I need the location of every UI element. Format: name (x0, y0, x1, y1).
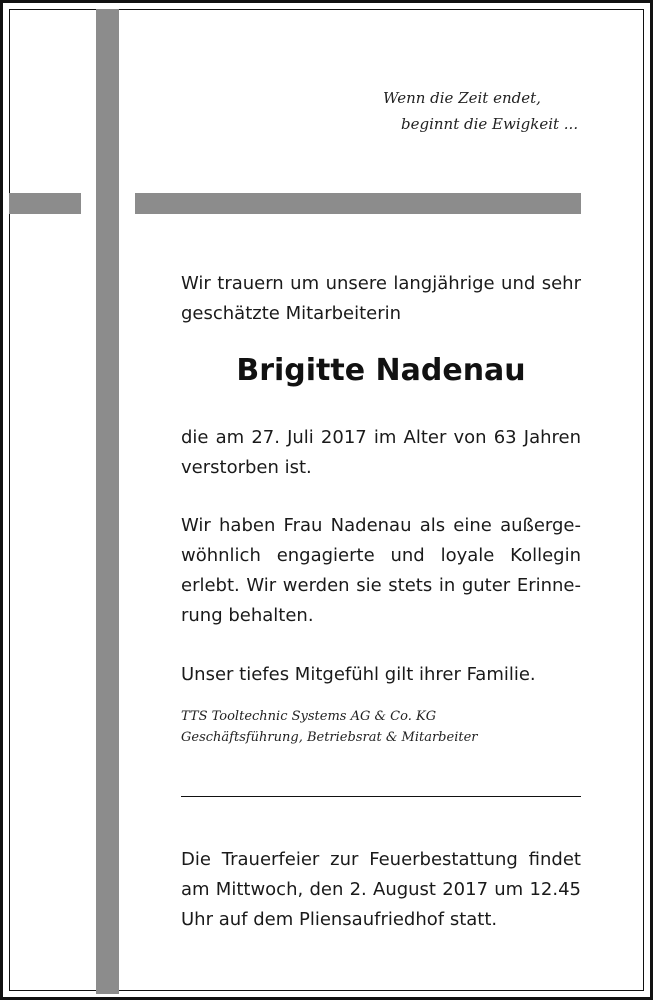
funeral-info-text: Die Trauerfeier zur Feuerbestattung findet am Mittwoch, den 2. August 2017 um 12.45 Uhr auf dem Pliensaufriedhof statt. (181, 849, 581, 930)
motto (383, 85, 603, 137)
divider-line (181, 796, 581, 797)
sympathy-text: Unser tiefes Mitgefühl gilt ihrer Familie. (181, 664, 536, 685)
cross-horizontal-beam-left (9, 193, 81, 214)
motto-line-2: beginnt die Ewigkeit ... (401, 115, 579, 133)
deceased-name: Brigitte Nadenau (236, 353, 526, 388)
cross-horizontal-beam-right (135, 193, 581, 214)
tribute-text: Wir haben Frau Nadenau als eine außergewöhnlich engagierte und loyale Kollegin erlebt. Wir werden sie stets in guter Erinnerung behalten. (181, 515, 581, 626)
signature-company: TTS Tooltechnic Systems AG & Co. KG (181, 709, 437, 724)
death-date-text: die am 27. Juli 2017 im Alter von 63 Jahren verstorben ist. (181, 427, 581, 478)
intro-text: Wir trauern um unsere langjährige und sehr geschätzte Mitarbeiterin (181, 273, 581, 324)
signature-groups: Geschäftsführung, Betriebsrat & Mitarbeiter (181, 730, 478, 745)
signature (181, 706, 581, 748)
cross-vertical-beam (96, 9, 119, 994)
motto-line-1: Wenn die Zeit endet, (383, 89, 541, 107)
